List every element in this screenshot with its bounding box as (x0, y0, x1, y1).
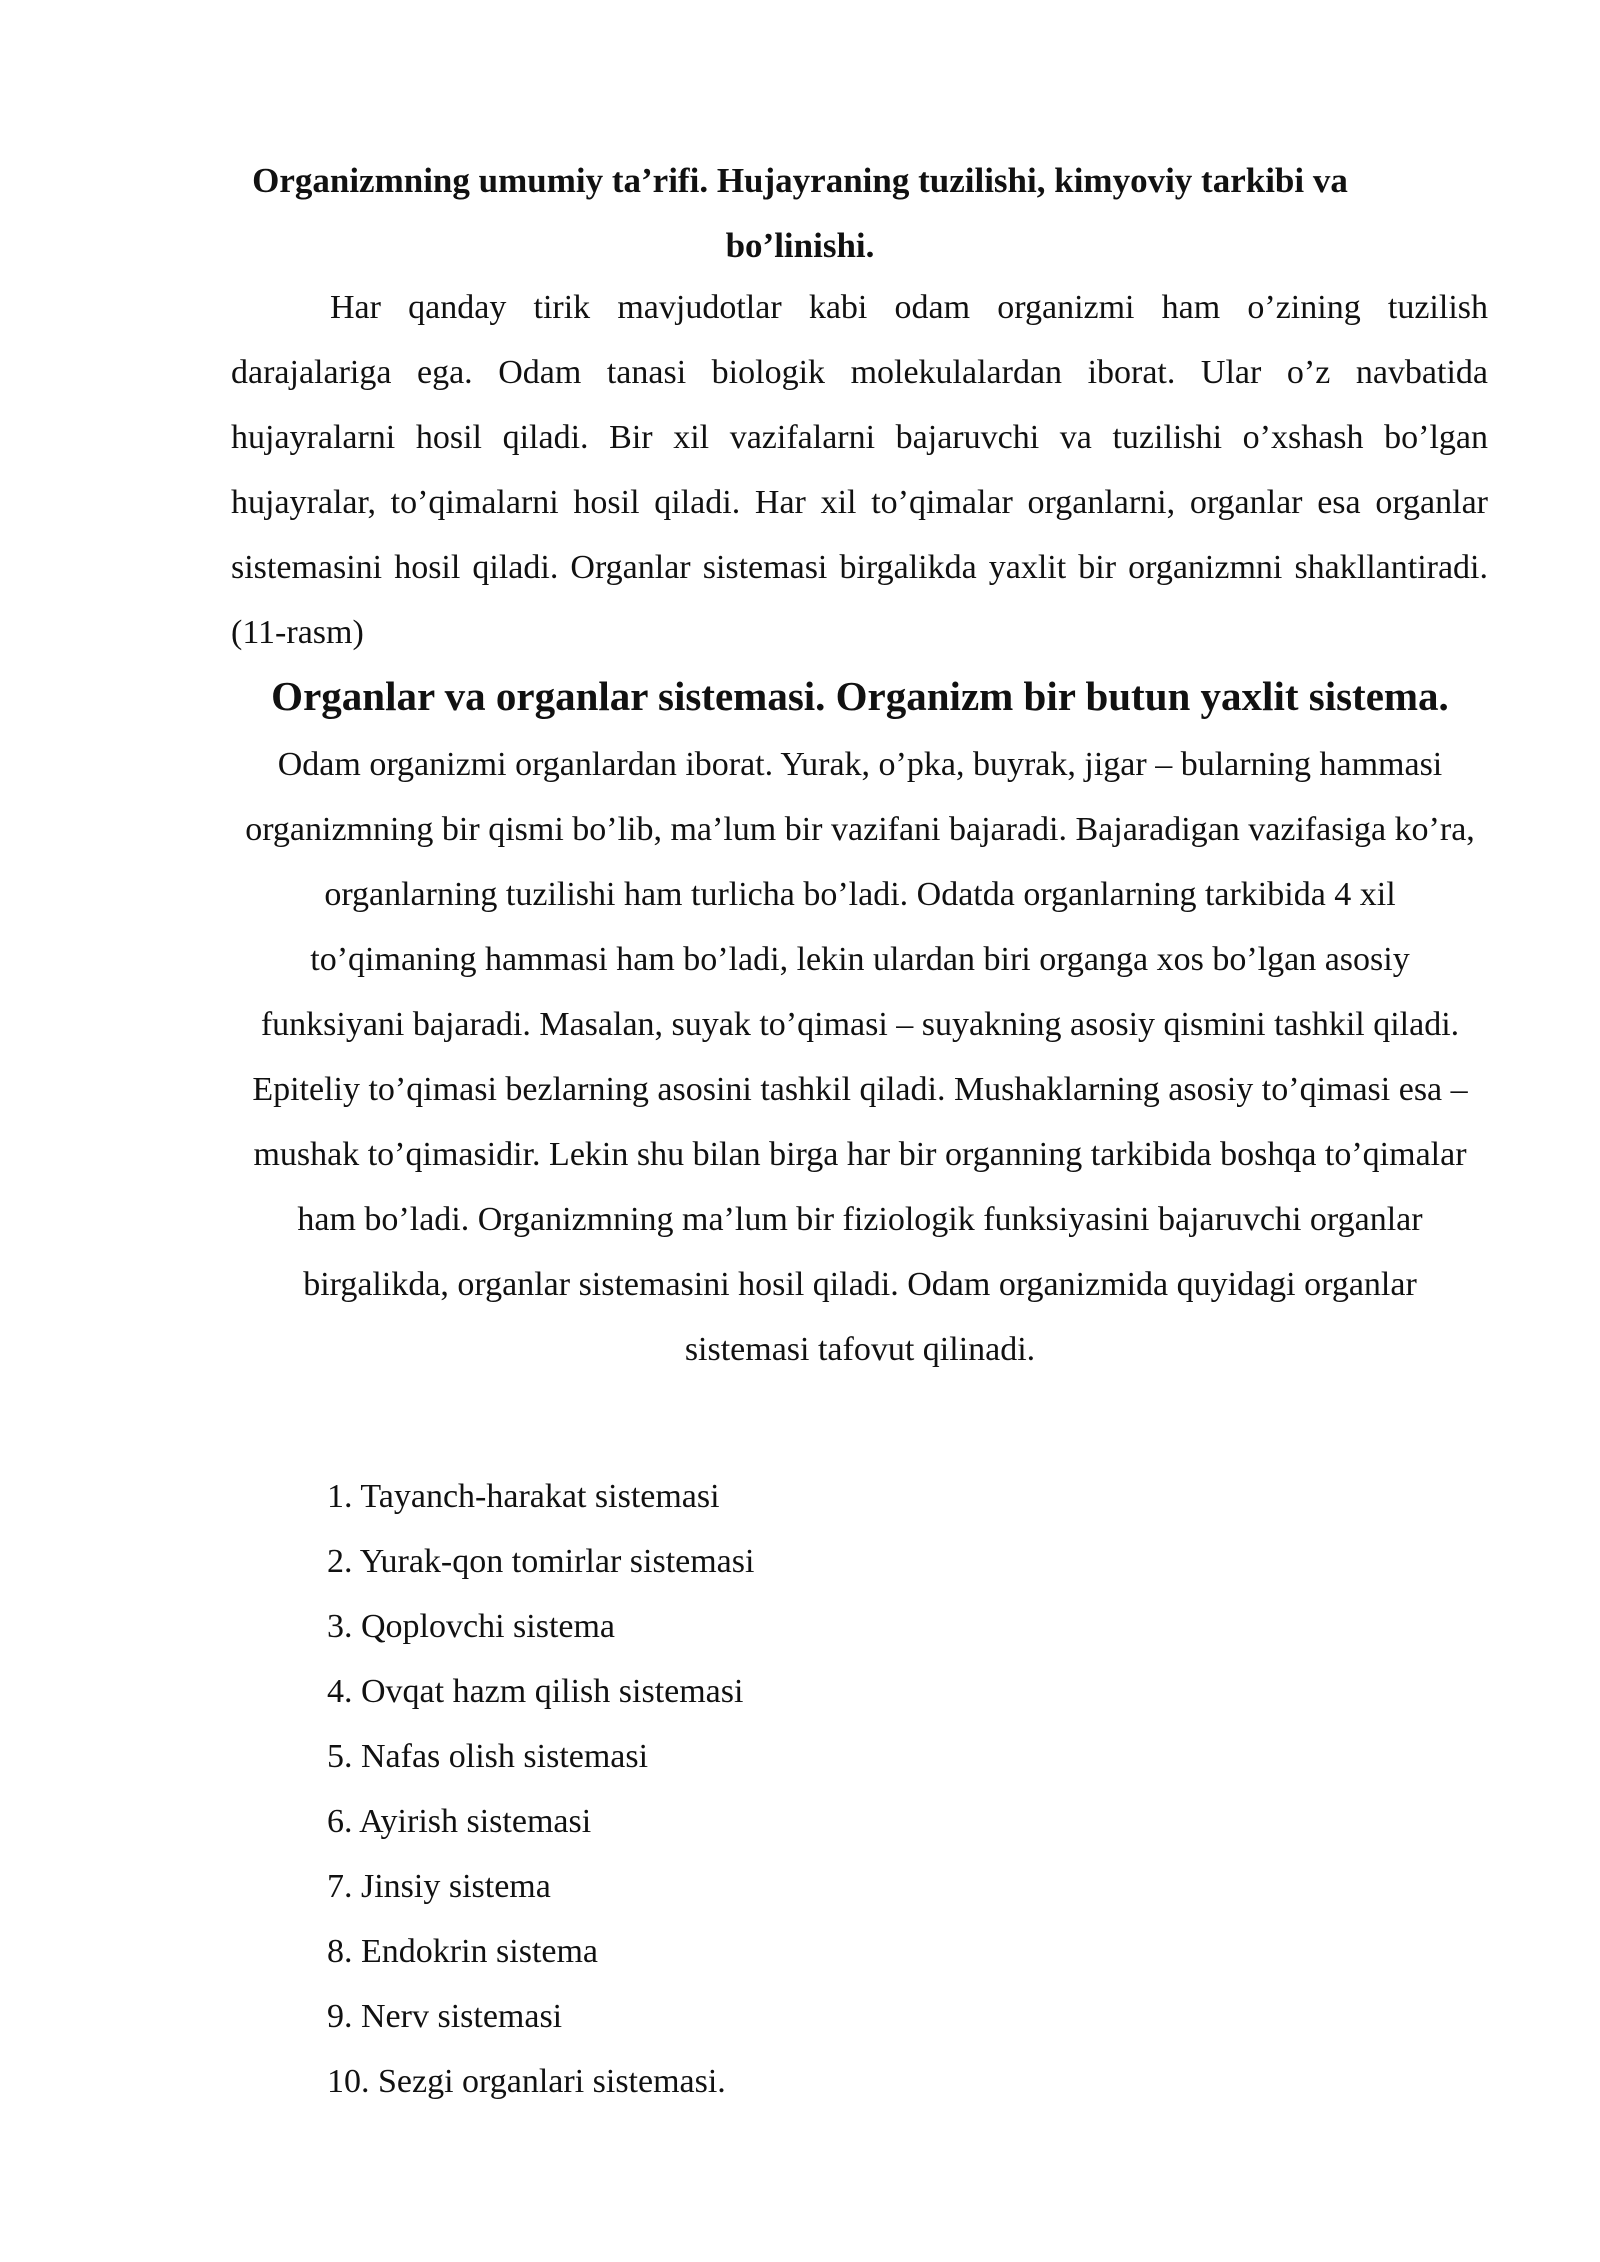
list-item: 6. Ayirish sistemasi (327, 1803, 592, 1840)
section-heading: Organlar va organlar sistemasi. Organizm bir butun yaxlit sistema. (271, 673, 1449, 719)
list-item: 9. Nerv sistemasi (327, 1998, 563, 2035)
list-item: 1. Tayanch-harakat sistemasi (327, 1478, 720, 1515)
list-item: 7. Jinsiy sistema (327, 1868, 551, 1905)
list-item: 5. Nafas olish sistemasi (327, 1738, 649, 1775)
intro-paragraph: Har qanday tirik mavjudotlar kabi odam organizmi ham o’zining tuzilish darajalariga ega. Odam tanasi biologik molekulalardan iborat. Ular o’z navbatida hujayralarni hosil qiladi. Bir xil vazifalarni bajaruvchi va tuzilishi o’xshash bo’lgan hujayralar, to’qimalarni hosil qiladi. Har xil to’qimalar organlarni, organlar esa organlar sistemasini hosil qiladi. Organlar sistemasi birgalikda yaxlit bir organizmni shakllantiradi. (11-rasm) (231, 289, 1488, 651)
list-item: 3. Qoplovchi sistema (327, 1608, 616, 1645)
list-item: 10. Sezgi organlari sistemasi. (327, 2063, 726, 2100)
section-block (245, 664, 1475, 1382)
section-body: Odam organizmi organlardan iborat. Yurak, o’pka, buyrak, jigar – bularning hammasi organizmning bir qismi bo’lib, ma’lum bir vazifani bajaradi. Bajaradigan vazifasiga ko’ra, organlarning tuzilishi ham turlicha bo’ladi. Odatda organlarning tarkibida 4 xil to’qimaning hammasi ham bo’ladi, lekin ulardan biri organga xos bo’lgan asosiy funksiyani bajaradi. Masalan, suyak to’qimasi – suyakning asosiy qismini tashkil qiladi. Epiteliy to’qimasi bezlarning asosini tashkil qiladi. Mushaklarning asosiy to’qimasi esa – mushak to’qimasidir. Lekin shu bilan birga har bir organning tarkibida boshqa to’qimalar ham bo’ladi. Organizmning ma’lum bir fiziologik funksiyasini bajaruvchi organlar birgalikda, organlar sistemasini hosil qiladi. Odam organizmida quyidagi organlar sistemasi tafovut qilinadi. (245, 746, 1475, 1368)
list-item: 4. Ovqat hazm qilish sistemasi (327, 1673, 744, 1710)
list-item: 2. Yurak-qon tomirlar sistemasi (327, 1543, 755, 1580)
organ-systems-list (327, 1464, 754, 2114)
list-item: 8. Endokrin sistema (327, 1933, 599, 1970)
document-title: Organizmning umumiy ta’rifi. Hujayraning tuzilishi, kimyoviy tarkibi va bo’linishi. (252, 161, 1348, 265)
